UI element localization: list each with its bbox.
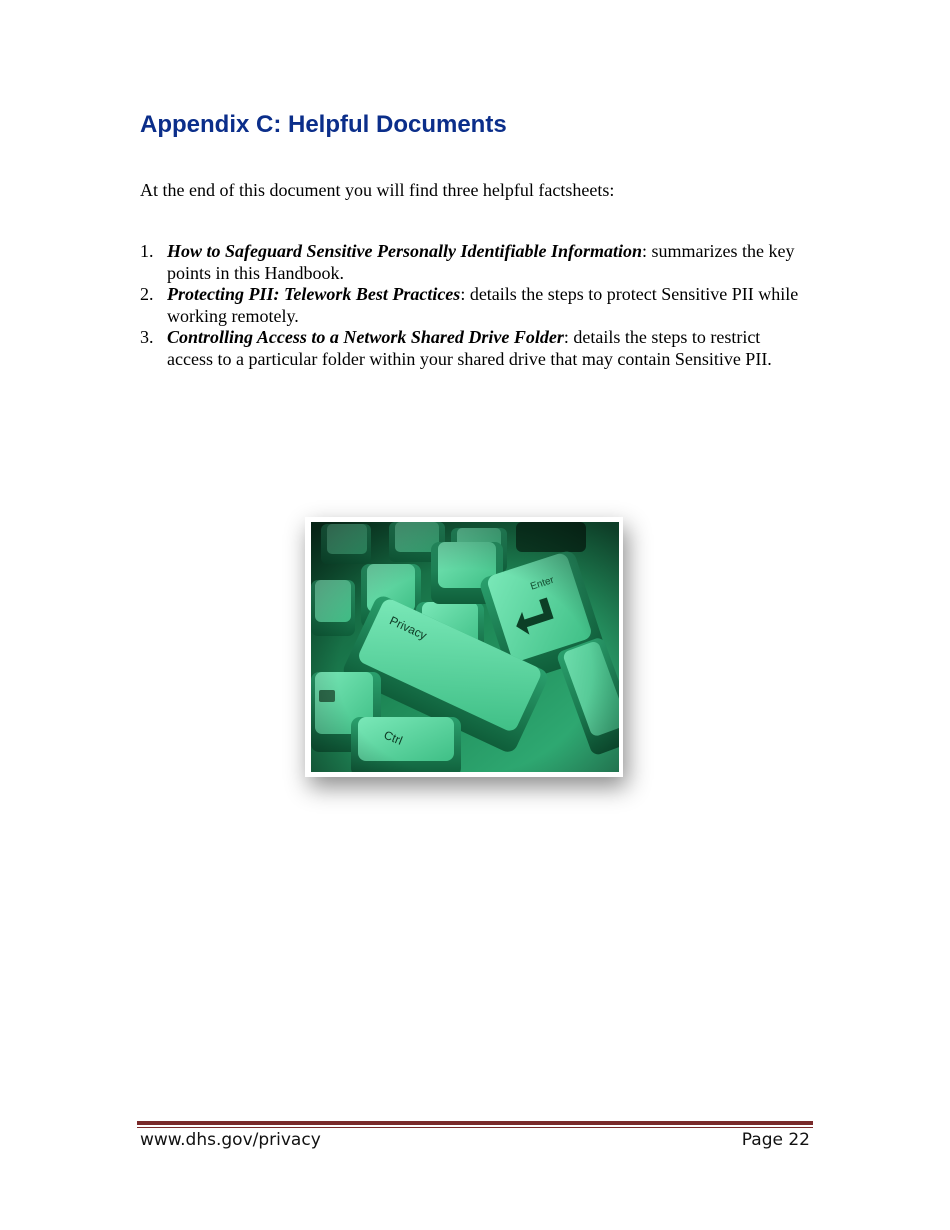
footer-divider <box>137 1121 813 1125</box>
factsheet-list <box>140 241 810 370</box>
list-item-title: How to Safeguard Sensitive Personally Identifiable Information <box>167 241 643 261</box>
footer-divider-thin <box>137 1127 813 1128</box>
list-item-title: Controlling Access to a Network Shared Drive Folder <box>167 327 564 347</box>
list-item-number: 2. <box>140 284 154 304</box>
list-item-description: : details the steps to protect Sensitive PII while working remotely. <box>167 284 799 326</box>
keyboard-illustration <box>311 522 619 772</box>
page-heading: Appendix C: Helpful Documents <box>140 111 507 138</box>
footer-page-number: Page 22 <box>741 1130 810 1150</box>
keyboard-photo <box>305 517 623 777</box>
list-item-number: 3. <box>140 327 154 347</box>
list-item-description: : summarizes the key points in this Handbook. <box>167 241 795 283</box>
list-item <box>140 327 810 370</box>
list-item <box>140 241 810 284</box>
intro-paragraph: At the end of this document you will find three helpful factsheets: <box>140 180 615 200</box>
list-item <box>140 284 810 327</box>
list-item-number: 1. <box>140 241 154 261</box>
list-item-title: Protecting PII: Telework Best Practices <box>167 284 461 304</box>
footer-url: www.dhs.gov/privacy <box>140 1130 321 1150</box>
list-item-description: : details the steps to restrict access to a particular folder within your shared drive that may contain Sensitive PII. <box>167 327 772 369</box>
